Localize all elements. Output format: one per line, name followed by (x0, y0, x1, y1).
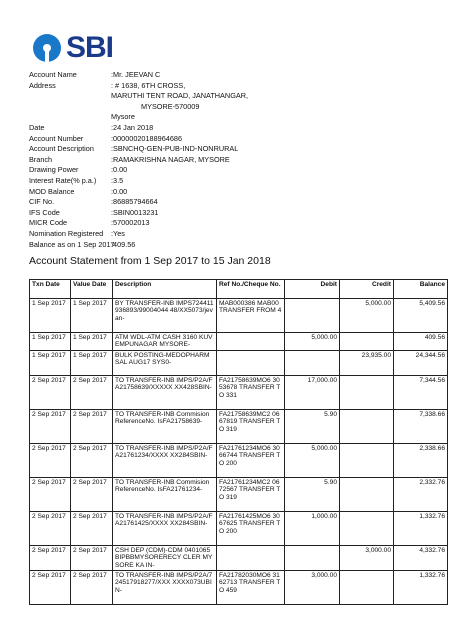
detail-row (29, 240, 248, 251)
account-details (29, 70, 248, 250)
cell-credit: 3,000.00 (340, 545, 394, 570)
cell-description: TO TRANSFER-INB Commision ReferenceNo. IsFA21758639- (113, 409, 217, 443)
field-value: : # 1638, 6TH CROSS, (111, 80, 186, 90)
sbi-keyhole-icon (33, 34, 61, 62)
field-label: Interest Rate(% p.a.) (29, 175, 97, 185)
cell-txn-date: 2 Sep 2017 (30, 409, 71, 443)
field-label: Nomination Registered (29, 228, 104, 238)
cell-value-date: 2 Sep 2017 (71, 545, 113, 570)
address-line: MARUTHI TENT ROAD, JANATHANGAR, (111, 91, 249, 101)
field-value: :Yes (111, 228, 125, 238)
sbi-logo (33, 33, 113, 63)
cell-ref: FA21761234MC2 0672567 TRANSFER TO 319 (217, 477, 285, 511)
cell-txn-date: 2 Sep 2017 (30, 511, 71, 545)
table-row (30, 333, 448, 351)
table-row (30, 299, 448, 333)
cell-txn-date: 1 Sep 2017 (30, 333, 71, 351)
detail-row (29, 144, 248, 155)
cell-debit: 5.90 (285, 477, 340, 511)
address-line: Mysore (111, 112, 135, 122)
col-header-value-date: Value Date (71, 280, 113, 299)
col-header-ref: Ref No./Cheque No. (217, 280, 285, 299)
field-label: Balance as on 1 Sep 2017 (29, 239, 115, 249)
table-row (30, 571, 448, 605)
cell-value-date: 1 Sep 2017 (71, 333, 113, 351)
field-value: :24 Jan 2018 (111, 122, 154, 132)
cell-balance: 7,344.56 (394, 375, 448, 409)
table-row (30, 375, 448, 409)
cell-ref (217, 333, 285, 351)
cell-description: TO TRANSFER-INB Commision ReferenceNo. IsFA21761234- (113, 477, 217, 511)
cell-txn-date: 2 Sep 2017 (30, 443, 71, 477)
detail-row (29, 187, 248, 198)
col-header-credit: Credit (340, 280, 394, 299)
field-label: MICR Code (29, 218, 68, 228)
cell-debit: 1,000.00 (285, 511, 340, 545)
cell-txn-date: 2 Sep 2017 (30, 477, 71, 511)
field-label: IFS Code (29, 207, 60, 217)
cell-ref: FA21761425MO6 3067625 TRANSFER TO 200 (217, 511, 285, 545)
address-row (29, 81, 248, 92)
account-name-row (29, 70, 248, 81)
detail-row (29, 208, 248, 219)
cell-value-date: 2 Sep 2017 (71, 477, 113, 511)
cell-ref: FA21761234MO6 3066744 TRANSFER TO 200 (217, 443, 285, 477)
transactions-table (29, 279, 448, 605)
cell-credit (340, 333, 394, 351)
field-value: :0.00 (111, 165, 128, 175)
cell-description: BULK POSTING-MEDOPHARM SAL AUG17 SYS0- (113, 350, 217, 375)
field-value: :00000020188964686 (111, 133, 183, 143)
cell-balance: 2,338.66 (394, 443, 448, 477)
field-label: Account Description (29, 144, 94, 154)
cell-value-date: 1 Sep 2017 (71, 350, 113, 375)
cell-txn-date: 1 Sep 2017 (30, 299, 71, 333)
field-label: CIF No. (29, 197, 55, 207)
cell-debit: 5,000.00 (285, 333, 340, 351)
cell-debit: 5,000.00 (285, 443, 340, 477)
cell-description: TO TRANSFER-INB IMPS/P2A/724517918277/XXX XXXX073UBIN- (113, 571, 217, 605)
col-header-balance: Balance (394, 280, 448, 299)
table-row (30, 545, 448, 570)
logo-text: SBI (66, 31, 114, 64)
field-value: :0.00 (111, 186, 128, 196)
cell-ref (217, 350, 285, 375)
cell-ref: MAB000386 MAB00 TRANSFER FROM 4 (217, 299, 285, 333)
cell-debit: 5.90 (285, 409, 340, 443)
field-value: :SBNCHQ-GEN-PUB-IND-NONRURAL (111, 144, 239, 154)
cell-txn-date: 1 Sep 2017 (30, 350, 71, 375)
field-value: :3.5 (111, 175, 124, 185)
detail-row (29, 218, 248, 229)
cell-credit (340, 443, 394, 477)
cell-balance: 2,332.76 (394, 477, 448, 511)
table-header-row (30, 280, 448, 299)
detail-row (29, 155, 248, 166)
cell-debit: 17,000.00 (285, 375, 340, 409)
cell-value-date: 2 Sep 2017 (71, 571, 113, 605)
cell-description: ATM WDL-ATM CASH 3160 KUVEMPUNAGAR MYSORE- (113, 333, 217, 351)
cell-txn-date: 2 Sep 2017 (30, 571, 71, 605)
field-label: Branch (29, 154, 53, 164)
cell-balance: 409.56 (394, 333, 448, 351)
cell-balance: 5,409.56 (394, 299, 448, 333)
cell-credit (340, 409, 394, 443)
field-value: :409.56 (111, 239, 136, 249)
cell-debit (285, 350, 340, 375)
cell-value-date: 2 Sep 2017 (71, 511, 113, 545)
cell-value-date: 2 Sep 2017 (71, 409, 113, 443)
cell-credit (340, 477, 394, 511)
detail-row (29, 165, 248, 176)
field-value: :570002013 (111, 218, 150, 228)
field-label: Date (29, 122, 45, 132)
cell-balance: 1,332.76 (394, 511, 448, 545)
cell-value-date: 2 Sep 2017 (71, 375, 113, 409)
detail-row (29, 229, 248, 240)
cell-debit (285, 545, 340, 570)
cell-credit (340, 571, 394, 605)
table-row (30, 350, 448, 375)
cell-balance: 24,344.56 (394, 350, 448, 375)
cell-debit: 3,000.00 (285, 571, 340, 605)
cell-debit (285, 299, 340, 333)
cell-ref: FA21782030MO6 3162713 TRANSFER TO 459 (217, 571, 285, 605)
cell-txn-date: 2 Sep 2017 (30, 545, 71, 570)
col-header-description: Description (113, 280, 217, 299)
field-label: Account Name (29, 70, 77, 79)
detail-row (29, 176, 248, 187)
cell-value-date: 2 Sep 2017 (71, 443, 113, 477)
cell-description: TO TRANSFER-INB IMPS/P2A/FA21761234/XXXX XX284SBIN- (113, 443, 217, 477)
cell-description: TO TRANSFER-INB IMPS/P2A/FA21761425/XXXX XX284SBIN- (113, 511, 217, 545)
field-value: :RAMAKRISHNA NAGAR, MYSORE (111, 154, 230, 164)
address-line: MYSORE-570009 (141, 101, 200, 111)
cell-credit: 23,935.00 (340, 350, 394, 375)
detail-row (29, 134, 248, 145)
cell-ref (217, 545, 285, 570)
table-row (30, 477, 448, 511)
col-header-txn-date: Txn Date (30, 280, 71, 299)
cell-credit: 5,000.00 (340, 299, 394, 333)
cell-credit (340, 511, 394, 545)
cell-description: CSH DEP (CDM)-CDM 0401065BIPBBMYSORERECY CLER MYSORE KA IN- (113, 545, 217, 570)
field-label: Account Number (29, 133, 84, 143)
field-value: :Mr. JEEVAN C (111, 70, 161, 79)
table-row (30, 409, 448, 443)
cell-balance: 1,332.76 (394, 571, 448, 605)
col-header-debit: Debit (285, 280, 340, 299)
table-row (30, 443, 448, 477)
cell-value-date: 1 Sep 2017 (71, 299, 113, 333)
table-row (30, 511, 448, 545)
cell-txn-date: 2 Sep 2017 (30, 375, 71, 409)
cell-ref: FA21758639MC2 0667819 TRANSFER TO 319 (217, 409, 285, 443)
field-label: Address (29, 80, 56, 90)
detail-row (29, 197, 248, 208)
field-label: MOD Balance (29, 186, 75, 196)
cell-credit (340, 375, 394, 409)
field-label: Drawing Power (29, 165, 79, 175)
detail-row (29, 123, 248, 134)
cell-balance: 7,338.66 (394, 409, 448, 443)
field-value: :SBIN0013231 (111, 207, 159, 217)
cell-description: BY TRANSFER-INB IMPS724411936893/99004044 48/XX5073/jevan- (113, 299, 217, 333)
statement-title: Account Statement from 1 Sep 2017 to 15 Jan 2018 (29, 255, 271, 267)
field-value: :86885794664 (111, 197, 158, 207)
cell-ref: FA21758639MO6 3053678 TRANSFER TO 331 (217, 375, 285, 409)
cell-balance: 4,332.76 (394, 545, 448, 570)
cell-description: TO TRANSFER-INB IMPS/P2A/FA21758639/XXXXX XX428SBIN- (113, 375, 217, 409)
